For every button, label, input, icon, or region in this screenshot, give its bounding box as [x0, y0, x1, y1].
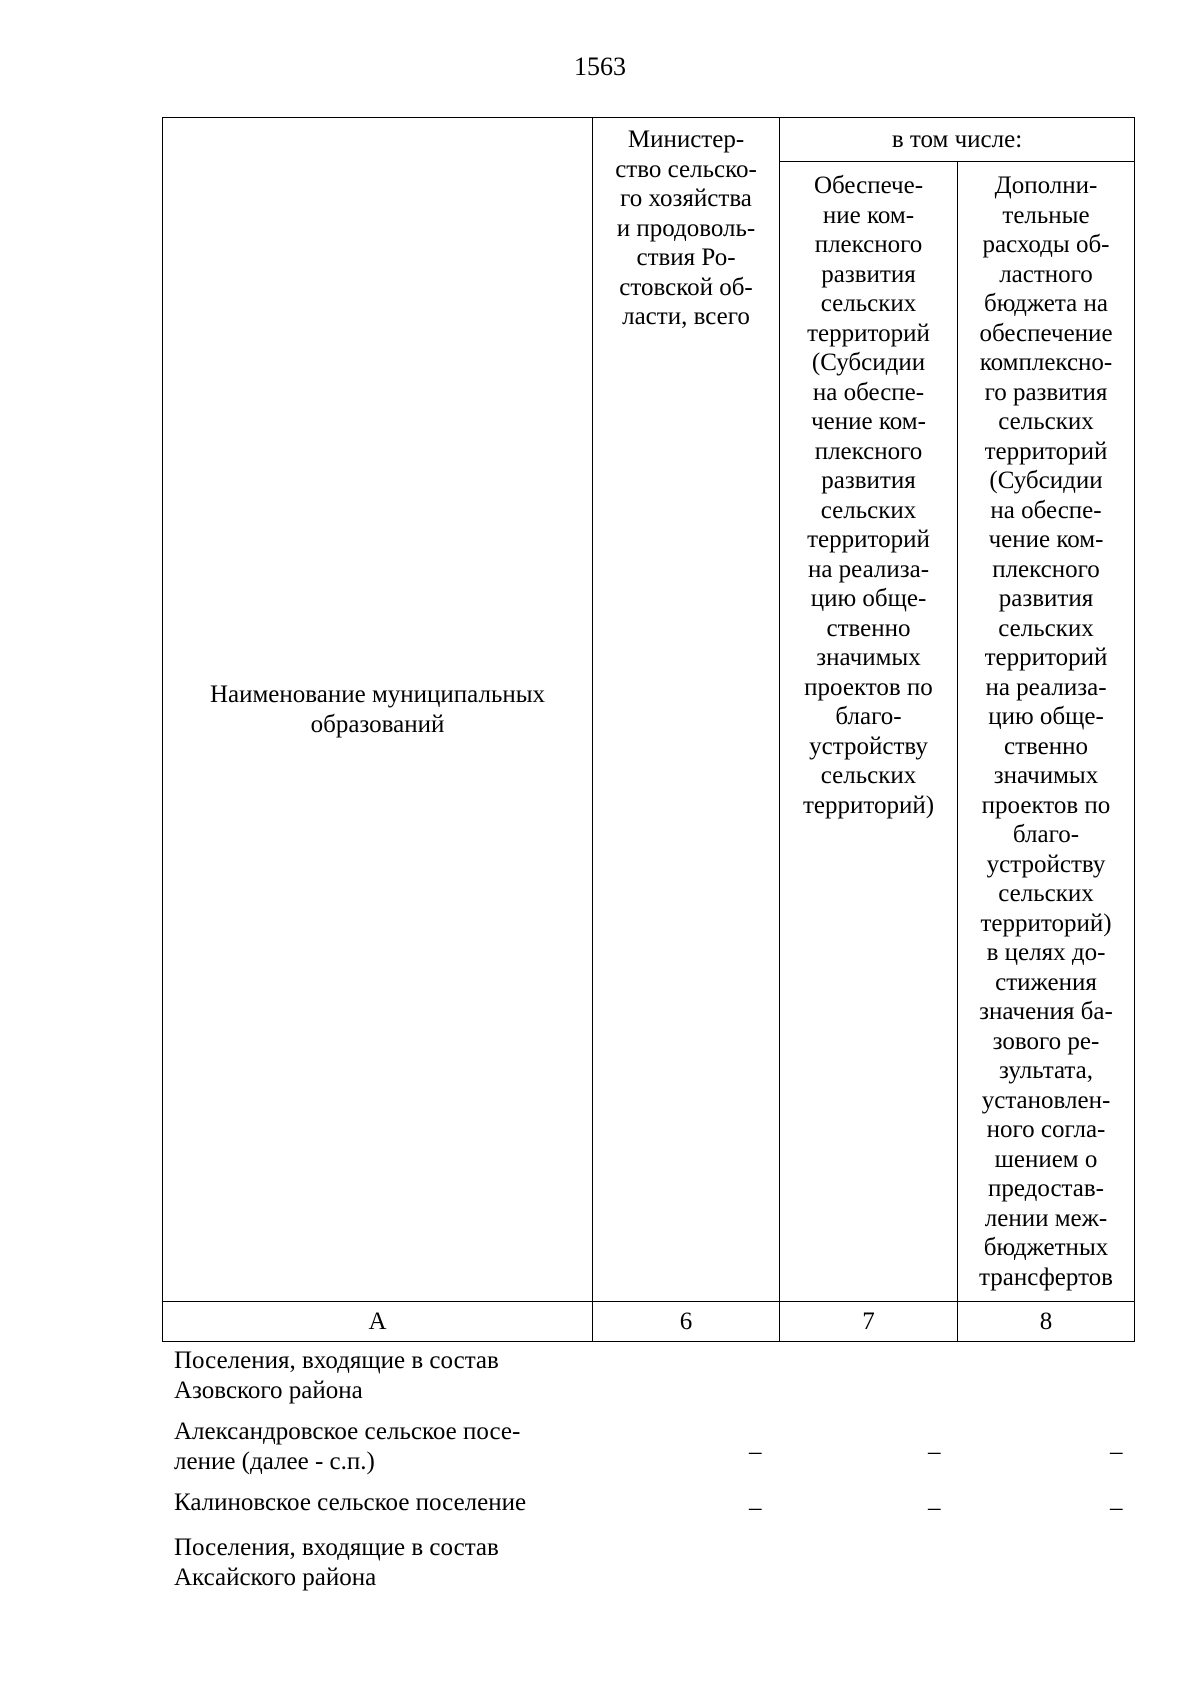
header-subcolumn-8: Дополни- тельные расходы об- ластного бюджета на обеспечение комплексно- го развития сельских территорий (Субсидии на обеспе- чение ком- плексного развития сельских территорий на реализа- цию обще- ственно значимых проектов по благо- устройству сельских территорий) в целях до- стижения значения ба- зового ре- зультата, установлен- ного согла- шением о предостав- лении меж- бюджетных трансфертов [958, 162, 1135, 1302]
column-index-a: А [163, 1302, 593, 1342]
table-row-group-heading [162, 1533, 1134, 1604]
table-row-group-heading [162, 1346, 1134, 1417]
column-index-8: 8 [958, 1302, 1135, 1342]
cell-col-7: – [928, 1437, 941, 1465]
page-number: 1563 [574, 52, 626, 81]
table-row [162, 1488, 1134, 1527]
row-name: Александровское сельское посе- ление (далее - с.п.) [174, 1418, 521, 1475]
cell-col-6: – [749, 1437, 762, 1465]
header-ministry-column: Министер- ство сельско- го хозяйства и продоволь- ствия Ро- стовской об- ласти, всего [593, 118, 780, 1302]
header-including: в том числе: [780, 118, 1135, 162]
header-subcolumn-7: Обеспече- ние ком- плексного развития сельских территорий (Субсидии на обеспе- чение ком- плексного развития сельских территорий на реализа- цию обще- ственно значимых проектов по благо- устройству сельских территорий) [780, 162, 958, 1302]
cell-col-6: – [749, 1493, 762, 1521]
row-name: Поселения, входящие в состав Азовского района [174, 1347, 499, 1404]
table-body [162, 1346, 1134, 1604]
cell-col-7: – [928, 1493, 941, 1521]
cell-col-8: – [1110, 1493, 1123, 1521]
table-header [162, 117, 1135, 1342]
cell-col-8: – [1110, 1437, 1123, 1465]
row-name: Калиновское сельское поселение [174, 1489, 527, 1516]
column-index-6: 6 [593, 1302, 780, 1342]
table-row [162, 1417, 1134, 1486]
column-index-7: 7 [780, 1302, 958, 1342]
row-name: Поселения, входящие в состав Аксайского района [174, 1534, 499, 1591]
header-name-column: Наименование муниципальных образований [163, 118, 593, 1302]
